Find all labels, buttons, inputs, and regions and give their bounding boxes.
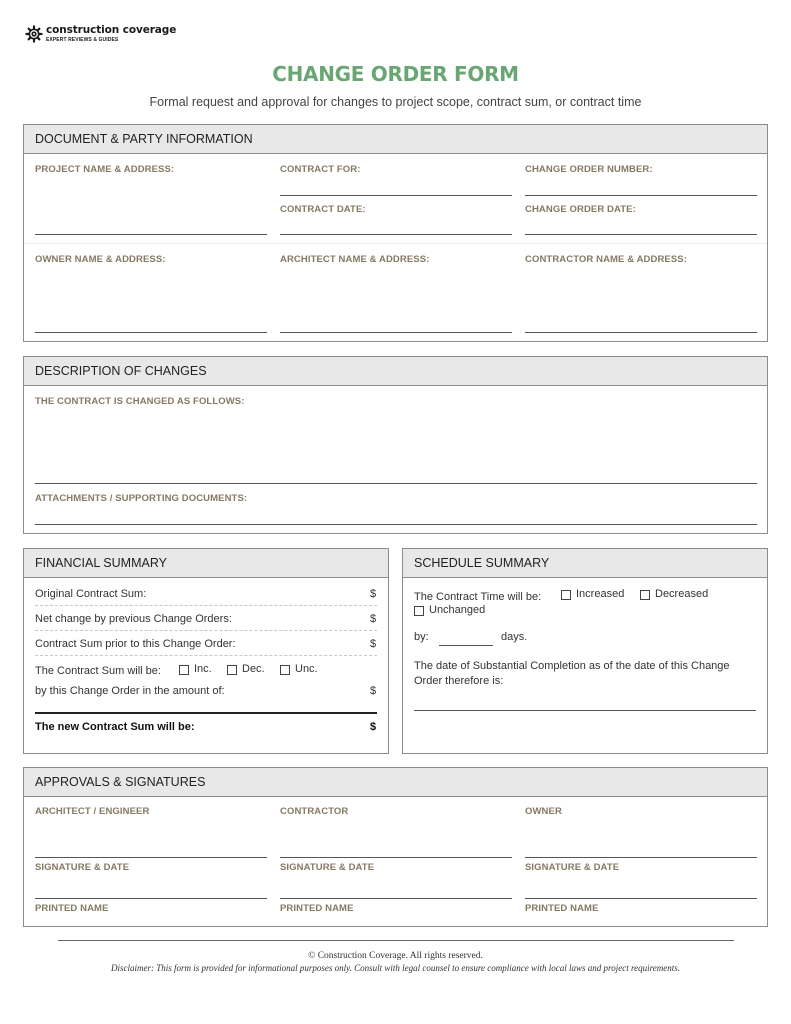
disclaimer-text: Disclaimer: This form is provided for informational purposes only. Consult with legal counsel to ensure compliance with local laws and project requirements. xyxy=(110,963,681,973)
architect-field[interactable] xyxy=(280,332,512,333)
document-info-section xyxy=(23,124,768,342)
project-field[interactable] xyxy=(35,234,267,235)
project-label: PROJECT NAME & ADDRESS: xyxy=(35,164,175,175)
description-heading: DESCRIPTION OF CHANGES xyxy=(24,357,767,386)
time-decreased-label: Decreased xyxy=(655,588,709,600)
schedule-section xyxy=(402,548,768,754)
contractor-label: CONTRACTOR NAME & ADDRESS: xyxy=(525,254,687,265)
changes-field[interactable] xyxy=(35,483,757,484)
row-divider xyxy=(24,243,767,244)
time-increased-checkbox[interactable] xyxy=(561,590,571,600)
owner-signature-field[interactable] xyxy=(525,898,757,899)
contractor-field[interactable] xyxy=(525,332,757,333)
co-number-field[interactable] xyxy=(525,195,757,196)
time-unchanged-checkbox[interactable] xyxy=(414,606,424,616)
form-subtitle: Formal request and approval for changes to project scope, contract sum, or contract time xyxy=(149,95,642,109)
brand-tagline: EXPERT REVIEWS & GUIDES xyxy=(46,36,119,43)
form-title: CHANGE ORDER FORM xyxy=(272,62,519,86)
schedule-heading: SCHEDULE SUMMARY xyxy=(403,549,767,578)
co-date-label: CHANGE ORDER DATE: xyxy=(525,204,636,215)
gear-icon xyxy=(25,25,43,43)
completion-text-line2: Order therefore is: xyxy=(414,675,504,687)
total-rule xyxy=(35,712,377,714)
completion-date-field[interactable] xyxy=(414,710,756,711)
brand-name: construction coverage xyxy=(46,24,177,37)
printed-name-label: PRINTED NAME xyxy=(525,903,599,914)
architect-name-field[interactable] xyxy=(35,857,267,858)
printed-name-label: PRINTED NAME xyxy=(280,903,354,914)
signature-date-label: SIGNATURE & DATE xyxy=(35,862,130,873)
architect-label: ARCHITECT NAME & ADDRESS: xyxy=(280,254,430,265)
description-section xyxy=(23,356,768,534)
currency-symbol: $ xyxy=(370,613,377,625)
new-sum-label: The new Contract Sum will be: xyxy=(35,721,195,733)
co-number-label: CHANGE ORDER NUMBER: xyxy=(525,164,653,175)
signature-date-label: SIGNATURE & DATE xyxy=(525,862,620,873)
owner-approval-label: OWNER xyxy=(525,806,562,817)
time-decreased-checkbox[interactable] xyxy=(640,590,650,600)
attachments-field[interactable] xyxy=(35,524,757,525)
approvals-heading: APPROVALS & SIGNATURES xyxy=(24,768,767,797)
increase-checkbox[interactable] xyxy=(179,665,189,675)
owner-field[interactable] xyxy=(35,332,267,333)
signature-date-label: SIGNATURE & DATE xyxy=(280,862,375,873)
time-unchanged-label: Unchanged xyxy=(429,604,486,616)
owner-name-field[interactable] xyxy=(525,857,757,858)
increase-label: Inc. xyxy=(194,663,212,675)
financial-heading: FINANCIAL SUMMARY xyxy=(24,549,388,578)
attachments-label: ATTACHMENTS / SUPPORTING DOCUMENTS: xyxy=(35,493,248,504)
printed-name-label: PRINTED NAME xyxy=(35,903,109,914)
net-change-label: Net change by previous Change Orders: xyxy=(35,613,232,625)
currency-symbol: $ xyxy=(370,638,377,650)
row-divider xyxy=(35,605,377,606)
amount-label: by this Change Order in the amount of: xyxy=(35,685,225,697)
row-divider xyxy=(35,655,377,656)
contractor-signature-field[interactable] xyxy=(280,898,512,899)
brand-logo xyxy=(25,25,176,43)
architect-engineer-label: ARCHITECT / ENGINEER xyxy=(35,806,150,817)
days-field[interactable] xyxy=(439,645,493,646)
completion-text-line1: The date of Substantial Completion as of the date of this Change xyxy=(414,660,730,672)
financial-section xyxy=(23,548,389,754)
by-label: by: xyxy=(414,631,429,643)
co-date-field[interactable] xyxy=(525,234,757,235)
currency-symbol: $ xyxy=(370,588,377,600)
currency-symbol: $ xyxy=(370,721,377,733)
currency-symbol: $ xyxy=(370,685,377,697)
contract-date-field[interactable] xyxy=(280,234,512,235)
unchanged-checkbox[interactable] xyxy=(280,665,290,675)
copyright-text: © Construction Coverage. All rights reserved. xyxy=(308,951,483,961)
decrease-checkbox[interactable] xyxy=(227,665,237,675)
days-label: days. xyxy=(501,631,528,643)
contract-date-label: CONTRACT DATE: xyxy=(280,204,366,215)
unchanged-label: Unc. xyxy=(295,663,318,675)
contractor-approval-label: CONTRACTOR xyxy=(280,806,349,817)
footer-divider xyxy=(58,940,734,941)
approvals-section xyxy=(23,767,768,927)
changed-label: THE CONTRACT IS CHANGED AS FOLLOWS: xyxy=(35,396,245,407)
prior-sum-label: Contract Sum prior to this Change Order: xyxy=(35,638,236,650)
architect-signature-field[interactable] xyxy=(35,898,267,899)
owner-label: OWNER NAME & ADDRESS: xyxy=(35,254,166,265)
decrease-label: Dec. xyxy=(242,663,265,675)
time-increased-label: Increased xyxy=(576,588,625,600)
contractor-name-field[interactable] xyxy=(280,857,512,858)
contract-for-field[interactable] xyxy=(280,195,512,196)
contract-for-label: CONTRACT FOR: xyxy=(280,164,361,175)
time-label: The Contract Time will be: xyxy=(414,591,542,603)
original-sum-label: Original Contract Sum: xyxy=(35,588,147,600)
row-divider xyxy=(35,630,377,631)
sum-will-be-label: The Contract Sum will be: xyxy=(35,665,161,677)
document-info-heading: DOCUMENT & PARTY INFORMATION xyxy=(24,125,767,154)
